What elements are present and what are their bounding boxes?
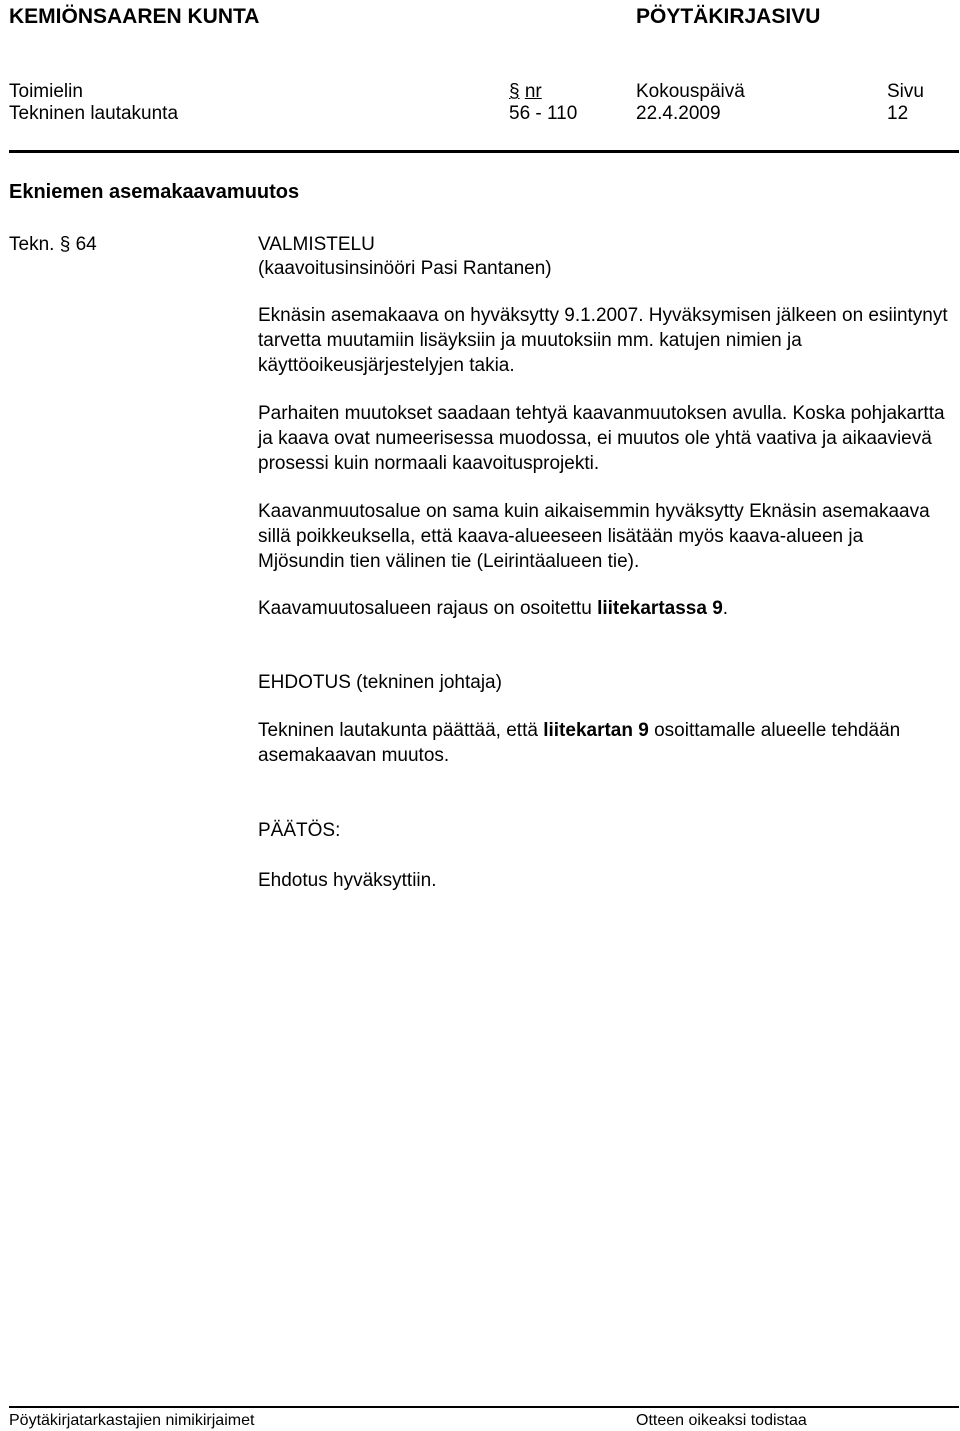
page-number: 12 (887, 103, 909, 124)
nr-header (509, 80, 542, 104)
date-label: Kokouspäivä (636, 81, 745, 102)
paragraph-3: Kaavanmuutosalue on sama kuin aikaisemmin hyväksytty Eknäsin asemakaava sillä poikkeuksella, että kaava-alueeseen lisätään myös kaava-alueen ja Mjösundin tien välinen tie (Leirintäalueen tie). (258, 501, 930, 572)
footer-divider (9, 1406, 959, 1408)
paragraph-5-end: osoittamalle alueelle tehdään asemakaavan muutos. (258, 720, 901, 766)
section-number: 64 (75, 234, 97, 255)
paragraph-1: Eknäsin asemakaava on hyväksytty 9.1.2007. Hyväksymisen jälkeen on esiintynyt tarvetta muutamiin lisäyksiin ja muutoksiin mm. katujen nimien ja käyttöoikeusjärjestelyjen takia. (258, 305, 948, 376)
section-ref-label: Tekn. (9, 234, 55, 255)
nr-label: nr (524, 81, 542, 102)
paragraph-4-end: . (722, 598, 729, 619)
body-label: Toimielin (9, 81, 83, 102)
section-sign: § (59, 234, 71, 255)
paragraph-4 (258, 596, 948, 621)
document-type: PÖYTÄKIRJASIVU (636, 5, 821, 28)
page-label: Sivu (887, 81, 924, 102)
paragraph-4-text: Kaavamuutosalueen rajaus on osoitettu (258, 598, 598, 619)
header-divider (9, 150, 959, 153)
municipality-name: KEMIÖNSAAREN KUNTA (9, 5, 260, 28)
attachment-map-ref: liitekartan 9 (543, 720, 649, 741)
decision-heading: PÄÄTÖS: (258, 820, 341, 841)
section-reference (9, 232, 97, 257)
decision-text: Ehdotus hyväksyttiin. (258, 870, 437, 891)
proposal-heading: EHDOTUS (tekninen johtaja) (258, 672, 502, 693)
prep-author: (kaavoitusinsinööri Pasi Rantanen) (258, 258, 552, 279)
prep-heading: VALMISTELU (258, 234, 375, 255)
paragraph-5 (258, 718, 948, 768)
footer-right: Otteen oikeaksi todistaa (636, 1412, 807, 1429)
date-value: 22.4.2009 (636, 103, 721, 124)
section-title: Ekniemen asemakaavamuutos (9, 181, 300, 203)
paragraph-2: Parhaiten muutokset saadaan tehtyä kaavanmuutoksen avulla. Koska pohjakartta ja kaava ovat numeerisessa muodossa, ei muutos ole yhtä vaativa ja aikaavievä prosessi kuin normaali kaavoitusprojekti. (258, 403, 945, 474)
section-sign: § (509, 81, 520, 102)
paragraph-5-text: Tekninen lautakunta päättää, että (258, 720, 544, 741)
attachment-map-ref: liitekartassa 9 (597, 598, 723, 619)
nr-value: 56 - 110 (509, 103, 578, 124)
footer-left: Pöytäkirjatarkastajien nimikirjaimet (9, 1412, 255, 1429)
body-value: Tekninen lautakunta (9, 103, 179, 124)
